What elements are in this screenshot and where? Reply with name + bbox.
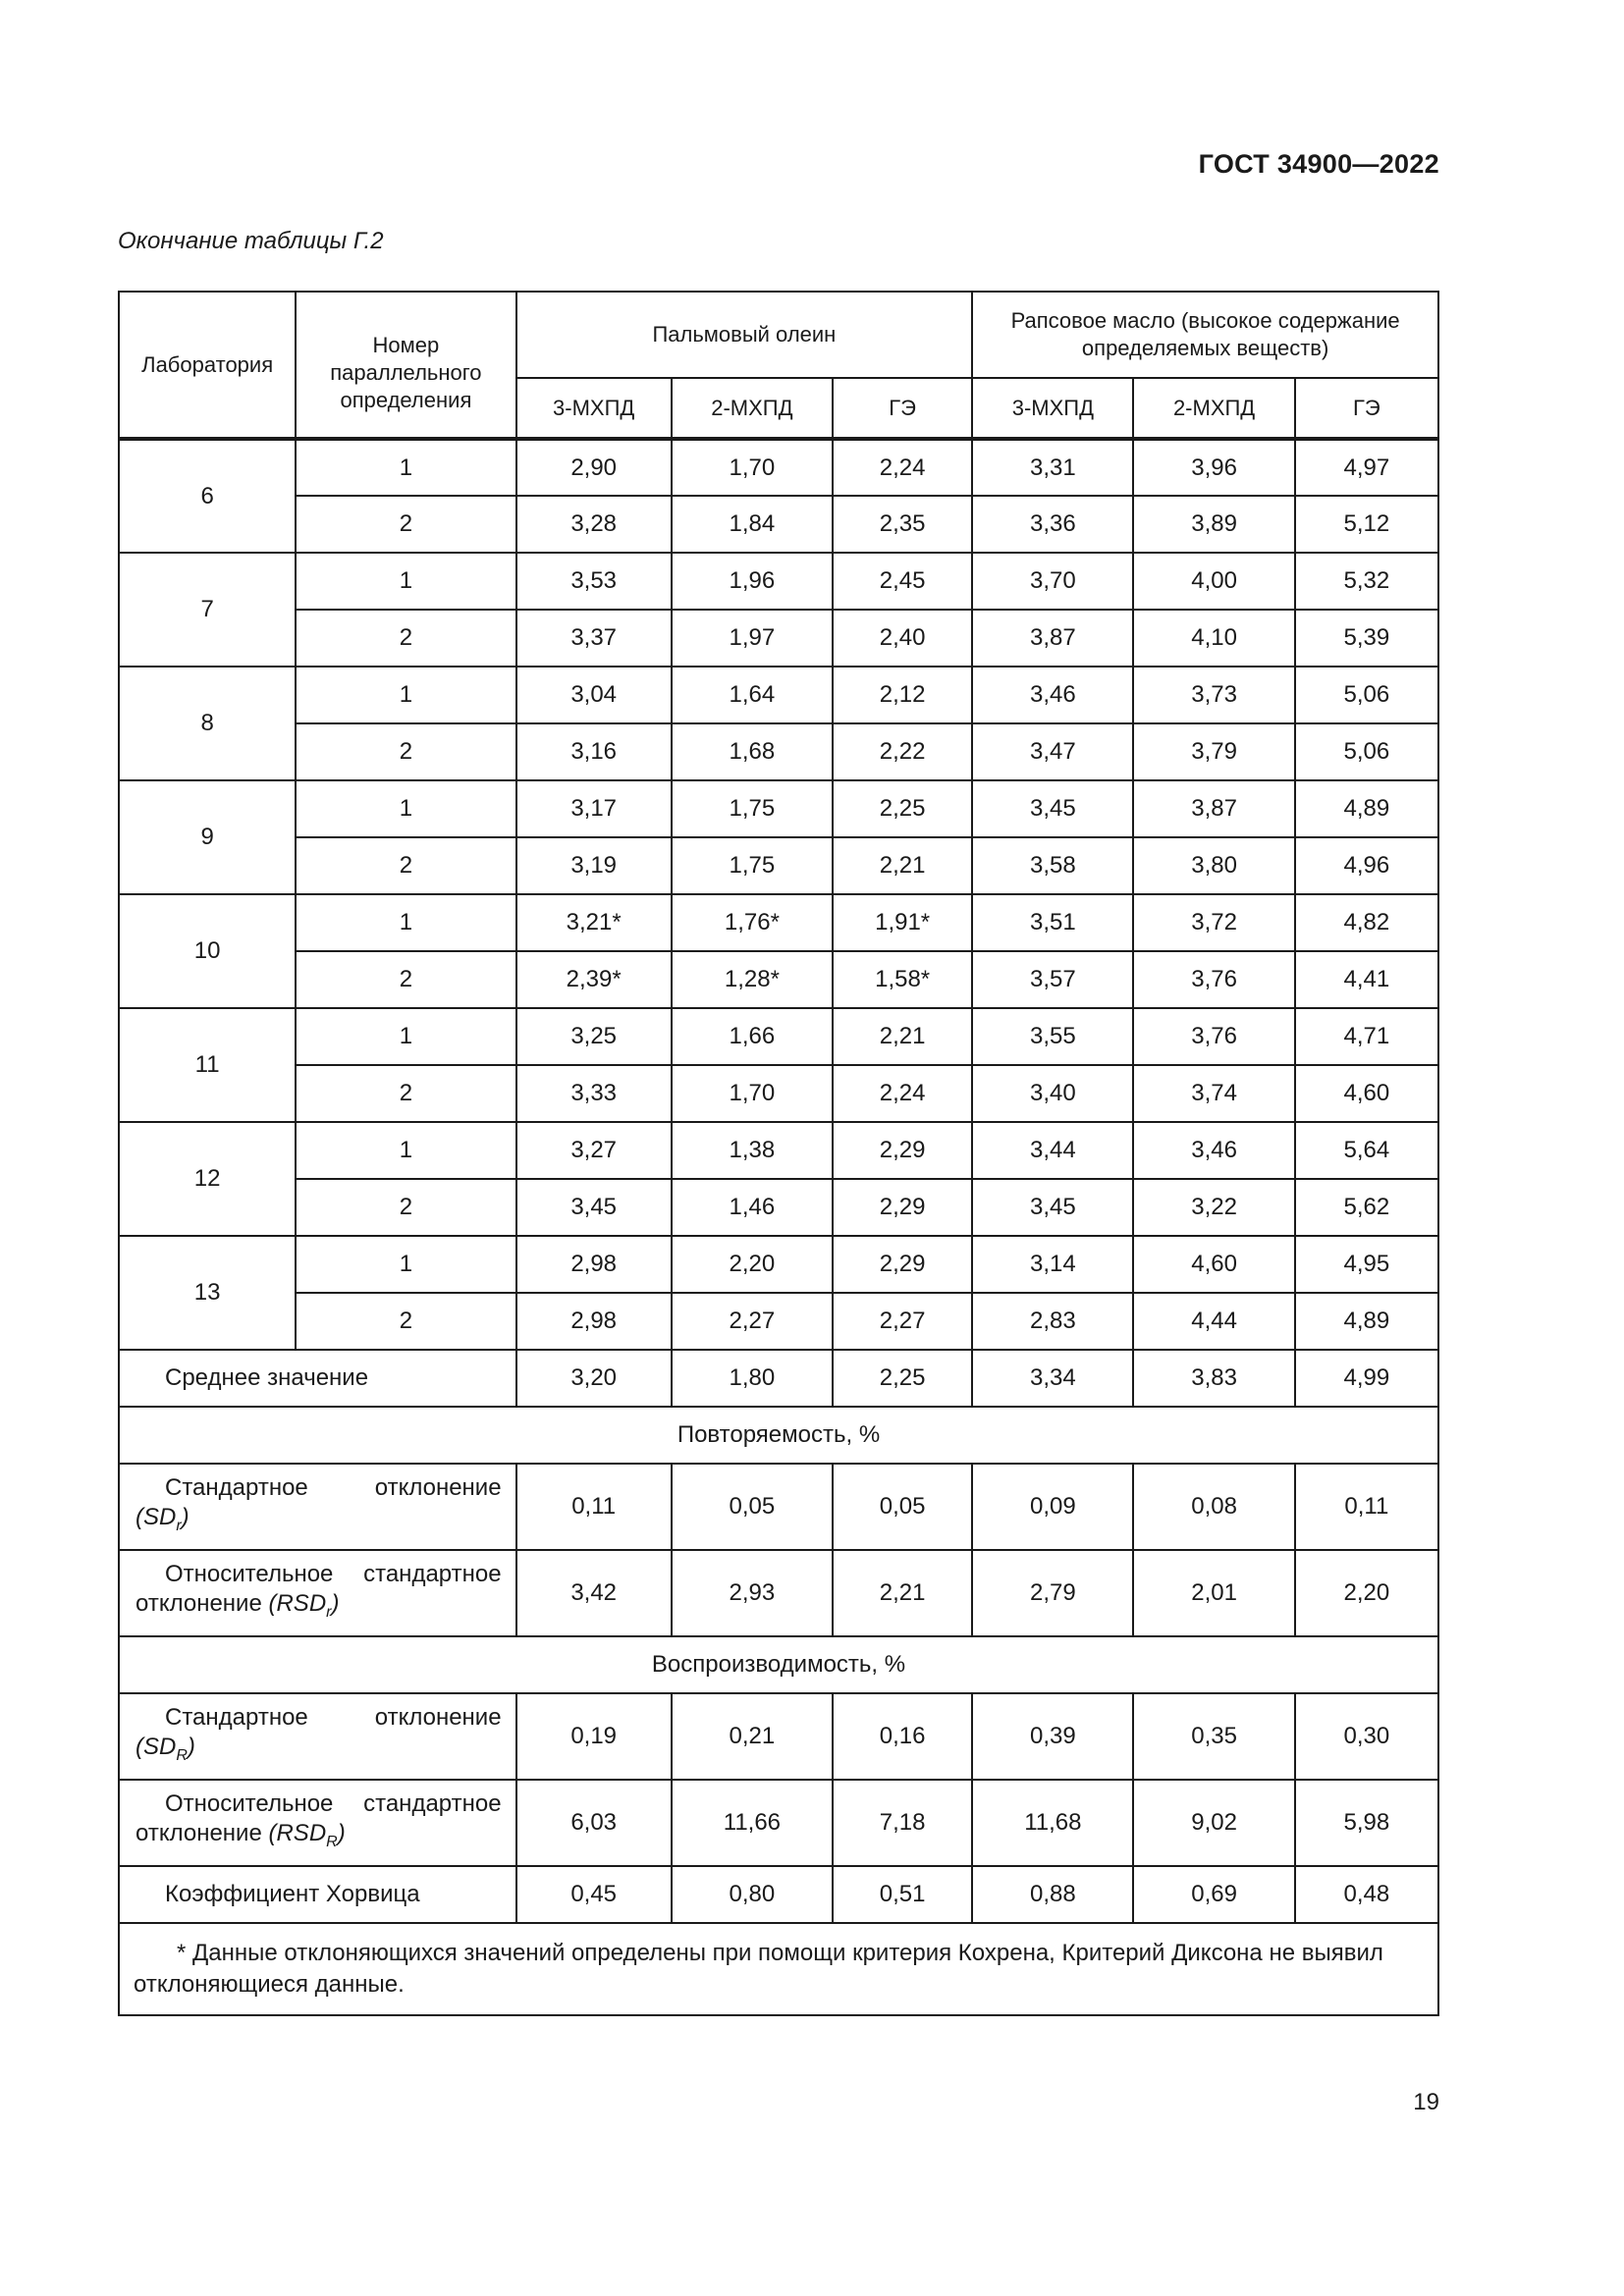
- table-row: [119, 1293, 1438, 1350]
- stat-symbol: [268, 1819, 346, 1850]
- mean-value: 1,80: [672, 1350, 833, 1407]
- repeatability-rsd-label: [119, 1550, 516, 1636]
- value-cell: 3,17: [516, 780, 672, 837]
- table-row: [119, 1407, 1438, 1464]
- value-cell: 2,45: [833, 553, 972, 610]
- value-cell: 1,64: [672, 667, 833, 723]
- value-cell: 2,98: [516, 1236, 672, 1293]
- table-row: [119, 1350, 1438, 1407]
- repeatability-sd-label: [119, 1464, 516, 1550]
- header-col: 2-МХПД: [1133, 378, 1294, 439]
- determination-number: 2: [296, 496, 515, 553]
- determination-number: 2: [296, 610, 515, 667]
- repeatability-sd-value: 0,11: [1295, 1464, 1438, 1550]
- value-cell: 2,90: [516, 439, 672, 496]
- value-cell: 3,22: [1133, 1179, 1294, 1236]
- table-row: [119, 1179, 1438, 1236]
- value-cell: 1,97: [672, 610, 833, 667]
- determination-number: 1: [296, 439, 515, 496]
- horwitz-value: 0,69: [1133, 1866, 1294, 1923]
- reproducibility-rsd-label: [119, 1780, 516, 1866]
- value-cell: 3,96: [1133, 439, 1294, 496]
- repeatability-sd-value: 0,05: [833, 1464, 972, 1550]
- value-cell: 2,83: [972, 1293, 1133, 1350]
- value-cell: 2,35: [833, 496, 972, 553]
- lab-number: 13: [119, 1236, 296, 1350]
- stat-label-text: Относительное стандартное отклонение: [135, 1560, 502, 1617]
- reproducibility-rsd-value: 6,03: [516, 1780, 672, 1866]
- value-cell: 3,45: [972, 780, 1133, 837]
- value-cell: 3,19: [516, 837, 672, 894]
- repeatability-sd-value: 0,05: [672, 1464, 833, 1550]
- value-cell: 3,36: [972, 496, 1133, 553]
- lab-number: 9: [119, 780, 296, 894]
- stat-symbol: [268, 1589, 340, 1621]
- reproducibility-rsd-value: 11,66: [672, 1780, 833, 1866]
- value-cell: 1,84: [672, 496, 833, 553]
- value-cell: 3,87: [1133, 780, 1294, 837]
- mean-value: 2,25: [833, 1350, 972, 1407]
- reproducibility-rsd-value: 5,98: [1295, 1780, 1438, 1866]
- value-cell: 4,96: [1295, 837, 1438, 894]
- header-col: ГЭ: [833, 378, 972, 439]
- table-row: [119, 1008, 1438, 1065]
- value-cell: 4,71: [1295, 1008, 1438, 1065]
- determination-number: 2: [296, 837, 515, 894]
- repeatability-rsd-value: 2,79: [972, 1550, 1133, 1636]
- table-row: [119, 1065, 1438, 1122]
- value-cell: 3,79: [1133, 723, 1294, 780]
- standard-number: ГОСТ 34900—2022: [1198, 149, 1439, 179]
- horwitz-value: 0,80: [672, 1866, 833, 1923]
- value-cell: 4,95: [1295, 1236, 1438, 1293]
- repeatability-rsd-value: 3,42: [516, 1550, 672, 1636]
- repeatability-rsd-value: 2,21: [833, 1550, 972, 1636]
- stat-symbol-subscript: r: [176, 1517, 182, 1534]
- table-row: [119, 667, 1438, 723]
- determination-number: 2: [296, 951, 515, 1008]
- repeatability-sd-value: 0,09: [972, 1464, 1133, 1550]
- value-cell: 2,25: [833, 780, 972, 837]
- mean-label: Среднее значение: [119, 1350, 516, 1407]
- header-col: 3-МХПД: [972, 378, 1133, 439]
- value-cell: 5,32: [1295, 553, 1438, 610]
- value-cell: 2,22: [833, 723, 972, 780]
- repeatability-rsd-value: 2,20: [1295, 1550, 1438, 1636]
- determination-number: 1: [296, 1236, 515, 1293]
- value-cell: 2,24: [833, 1065, 972, 1122]
- value-cell: 3,46: [972, 667, 1133, 723]
- value-cell: 2,27: [833, 1293, 972, 1350]
- value-cell: 2,40: [833, 610, 972, 667]
- determination-number: 1: [296, 1008, 515, 1065]
- results-table: [118, 291, 1439, 2016]
- value-cell: 2,29: [833, 1122, 972, 1179]
- value-cell: 3,04: [516, 667, 672, 723]
- value-cell: 4,10: [1133, 610, 1294, 667]
- header-laboratory: Лаборатория: [119, 292, 296, 439]
- determination-number: 1: [296, 1122, 515, 1179]
- value-cell: 3,76: [1133, 1008, 1294, 1065]
- table-row: [119, 1923, 1438, 2015]
- section-title: Повторяемость, %: [119, 1407, 1438, 1464]
- reproducibility-sd-value: 0,16: [833, 1693, 972, 1780]
- stat-symbol-text: (RSD: [268, 1819, 327, 1846]
- value-cell: 4,00: [1133, 553, 1294, 610]
- value-cell: 1,96: [672, 553, 833, 610]
- stat-symbol-close: ): [181, 1503, 189, 1530]
- value-cell: 3,47: [972, 723, 1133, 780]
- mean-value: 3,83: [1133, 1350, 1294, 1407]
- mean-value: 3,34: [972, 1350, 1133, 1407]
- page-number: 19: [1413, 2089, 1439, 2115]
- stat-symbol: [135, 1733, 195, 1764]
- repeatability-rsd-value: 2,01: [1133, 1550, 1294, 1636]
- value-cell: 3,25: [516, 1008, 672, 1065]
- stat-symbol-text: (RSD: [268, 1589, 327, 1617]
- table-row: [119, 553, 1438, 610]
- value-cell: 3,16: [516, 723, 672, 780]
- table-row: [119, 1464, 1438, 1550]
- value-cell: 3,73: [1133, 667, 1294, 723]
- reproducibility-sd-value: 0,19: [516, 1693, 672, 1780]
- table-row: [119, 837, 1438, 894]
- value-cell: 1,68: [672, 723, 833, 780]
- value-cell: 4,60: [1295, 1065, 1438, 1122]
- value-cell: 3,33: [516, 1065, 672, 1122]
- value-cell: 1,75: [672, 837, 833, 894]
- value-cell: 1,38: [672, 1122, 833, 1179]
- determination-number: 1: [296, 667, 515, 723]
- determination-number: 1: [296, 553, 515, 610]
- horwitz-label: Коэффициент Хорвица: [119, 1866, 516, 1923]
- value-cell: 3,89: [1133, 496, 1294, 553]
- value-cell: 2,27: [672, 1293, 833, 1350]
- stat-symbol-subscript: R: [326, 1833, 338, 1850]
- reproducibility-rsd-value: 7,18: [833, 1780, 972, 1866]
- value-cell: 1,58*: [833, 951, 972, 1008]
- table-row: [119, 723, 1438, 780]
- mean-value: 4,99: [1295, 1350, 1438, 1407]
- table-row: [119, 1866, 1438, 1923]
- section-title: Воспроизводимость, %: [119, 1636, 1438, 1693]
- repeatability-sd-value: 0,11: [516, 1464, 672, 1550]
- value-cell: 1,75: [672, 780, 833, 837]
- value-cell: 3,44: [972, 1122, 1133, 1179]
- value-cell: 4,89: [1295, 780, 1438, 837]
- value-cell: 2,98: [516, 1293, 672, 1350]
- value-cell: 5,62: [1295, 1179, 1438, 1236]
- value-cell: 2,39*: [516, 951, 672, 1008]
- value-cell: 1,76*: [672, 894, 833, 951]
- repeatability-sd-value: 0,08: [1133, 1464, 1294, 1550]
- value-cell: 3,14: [972, 1236, 1133, 1293]
- value-cell: 5,64: [1295, 1122, 1438, 1179]
- header-col: ГЭ: [1295, 378, 1438, 439]
- determination-number: 2: [296, 1179, 515, 1236]
- value-cell: 2,29: [833, 1179, 972, 1236]
- table-row: [119, 1636, 1438, 1693]
- horwitz-value: 0,48: [1295, 1866, 1438, 1923]
- value-cell: 4,82: [1295, 894, 1438, 951]
- value-cell: 5,12: [1295, 496, 1438, 553]
- reproducibility-sd-value: 0,30: [1295, 1693, 1438, 1780]
- value-cell: 3,46: [1133, 1122, 1294, 1179]
- stat-symbol-text: (SD: [135, 1503, 177, 1530]
- table-row: [119, 780, 1438, 837]
- header-col: 3-МХПД: [516, 378, 672, 439]
- lab-number: 8: [119, 667, 296, 780]
- table-row: [119, 1693, 1438, 1780]
- header-determination: Номер параллельного определения: [296, 292, 515, 439]
- lab-number: 11: [119, 1008, 296, 1122]
- value-cell: 3,27: [516, 1122, 672, 1179]
- value-cell: 3,51: [972, 894, 1133, 951]
- value-cell: 5,39: [1295, 610, 1438, 667]
- table-row: [119, 439, 1438, 496]
- value-cell: 1,46: [672, 1179, 833, 1236]
- reproducibility-sd-value: 0,39: [972, 1693, 1133, 1780]
- reproducibility-sd-value: 0,21: [672, 1693, 833, 1780]
- lab-number: 7: [119, 553, 296, 667]
- value-cell: 3,21*: [516, 894, 672, 951]
- value-cell: 5,06: [1295, 723, 1438, 780]
- value-cell: 3,55: [972, 1008, 1133, 1065]
- stat-label-text: Относительное стандартное отклонение: [135, 1789, 502, 1846]
- value-cell: 3,70: [972, 553, 1133, 610]
- lab-number: 12: [119, 1122, 296, 1236]
- repeatability-rsd-value: 2,93: [672, 1550, 833, 1636]
- reproducibility-sd-value: 0,35: [1133, 1693, 1294, 1780]
- stat-symbol-subscript: R: [176, 1746, 188, 1764]
- value-cell: 3,37: [516, 610, 672, 667]
- determination-number: 1: [296, 894, 515, 951]
- horwitz-value: 0,45: [516, 1866, 672, 1923]
- stat-label-text: Стандартное отклонение: [165, 1703, 502, 1731]
- value-cell: 3,28: [516, 496, 672, 553]
- horwitz-value: 0,51: [833, 1866, 972, 1923]
- determination-number: 1: [296, 780, 515, 837]
- determination-number: 2: [296, 1065, 515, 1122]
- value-cell: 2,21: [833, 837, 972, 894]
- footnote-text: * Данные отклоняющихся значений определены при помощи критерия Кохрена, Критерий Диксона не выявил отклоняющиеся данные.: [134, 1940, 1383, 1998]
- table-row: [119, 1122, 1438, 1179]
- value-cell: 4,89: [1295, 1293, 1438, 1350]
- value-cell: 3,87: [972, 610, 1133, 667]
- value-cell: 5,06: [1295, 667, 1438, 723]
- value-cell: 3,45: [516, 1179, 672, 1236]
- table-row: [119, 894, 1438, 951]
- determination-number: 2: [296, 1293, 515, 1350]
- value-cell: 4,41: [1295, 951, 1438, 1008]
- header-rapeseed-oil: Рапсовое масло (высокое содержание определяемых веществ): [972, 292, 1438, 378]
- value-cell: 2,21: [833, 1008, 972, 1065]
- value-cell: 3,45: [972, 1179, 1133, 1236]
- table-row: [119, 1780, 1438, 1866]
- value-cell: 3,74: [1133, 1065, 1294, 1122]
- value-cell: 3,53: [516, 553, 672, 610]
- reproducibility-rsd-value: 9,02: [1133, 1780, 1294, 1866]
- stat-symbol-close: ): [187, 1733, 195, 1760]
- value-cell: 3,40: [972, 1065, 1133, 1122]
- table-row: [119, 1550, 1438, 1636]
- table-row: [119, 610, 1438, 667]
- value-cell: 2,29: [833, 1236, 972, 1293]
- value-cell: 2,20: [672, 1236, 833, 1293]
- value-cell: 1,70: [672, 439, 833, 496]
- value-cell: 2,12: [833, 667, 972, 723]
- table-row: [119, 951, 1438, 1008]
- value-cell: 1,28*: [672, 951, 833, 1008]
- value-cell: 3,76: [1133, 951, 1294, 1008]
- horwitz-value: 0,88: [972, 1866, 1133, 1923]
- value-cell: 1,91*: [833, 894, 972, 951]
- value-cell: 4,44: [1133, 1293, 1294, 1350]
- stat-symbol-close: ): [331, 1589, 340, 1617]
- header-col: 2-МХПД: [672, 378, 833, 439]
- stat-symbol: [135, 1503, 189, 1534]
- value-cell: 2,24: [833, 439, 972, 496]
- reproducibility-sd-label: [119, 1693, 516, 1780]
- stat-symbol-subscript: r: [326, 1603, 332, 1621]
- value-cell: 1,66: [672, 1008, 833, 1065]
- value-cell: 3,80: [1133, 837, 1294, 894]
- stat-symbol-text: (SD: [135, 1733, 177, 1760]
- header-palm-olein: Пальмовый олеин: [516, 292, 973, 378]
- reproducibility-rsd-value: 11,68: [972, 1780, 1133, 1866]
- value-cell: 3,72: [1133, 894, 1294, 951]
- value-cell: 3,58: [972, 837, 1133, 894]
- table-row: [119, 496, 1438, 553]
- lab-number: 10: [119, 894, 296, 1008]
- table-row: [119, 1236, 1438, 1293]
- table-caption: Окончание таблицы Г.2: [118, 228, 384, 254]
- value-cell: 3,57: [972, 951, 1133, 1008]
- stat-symbol-close: ): [337, 1819, 346, 1846]
- determination-number: 2: [296, 723, 515, 780]
- lab-number: 6: [119, 439, 296, 553]
- value-cell: 3,31: [972, 439, 1133, 496]
- value-cell: 4,97: [1295, 439, 1438, 496]
- mean-value: 3,20: [516, 1350, 672, 1407]
- value-cell: 4,60: [1133, 1236, 1294, 1293]
- stat-label-text: Стандартное отклонение: [165, 1473, 502, 1501]
- footnote: [119, 1923, 1438, 2015]
- value-cell: 1,70: [672, 1065, 833, 1122]
